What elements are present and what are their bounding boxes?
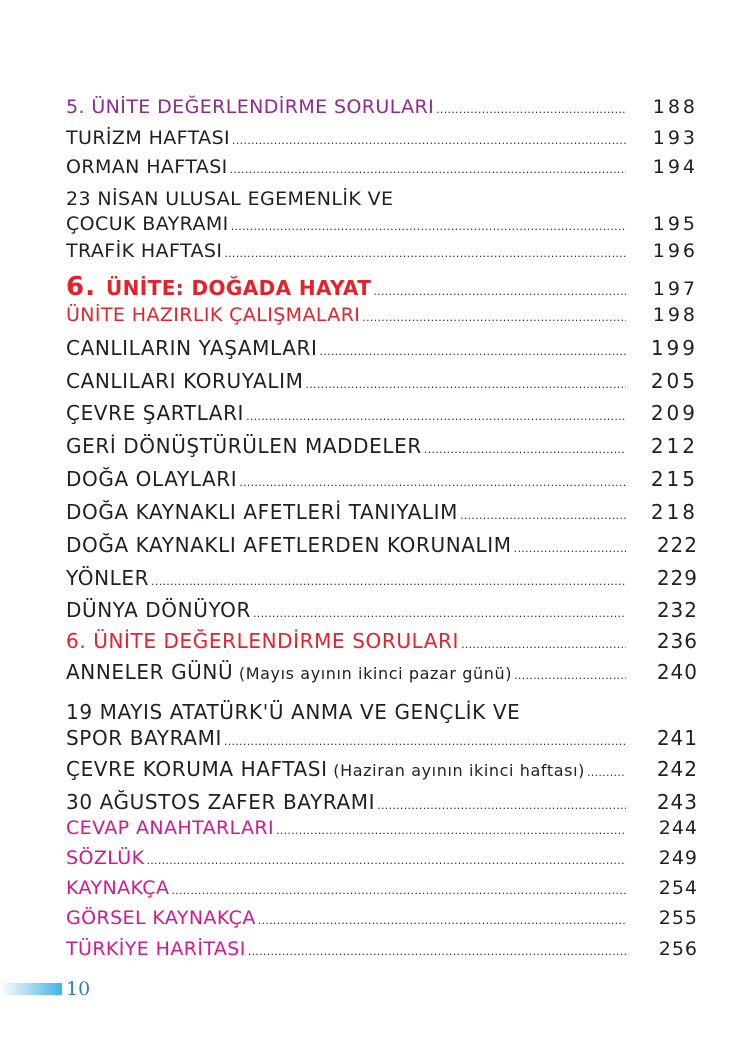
dot-leader [461,638,626,651]
toc-row [66,726,698,750]
toc-page-number: 254 [658,877,698,899]
toc-page-number: 241 [656,726,698,750]
toc-entry [66,533,698,557]
toc-entry-title [66,156,228,178]
toc-entry-title [66,533,512,557]
toc-entry [66,500,698,524]
toc-row [66,938,698,960]
toc-entry-title [66,467,237,491]
toc-entry-title-line: 23 NİSAN ULUSAL EGEMENLİK VE [66,188,394,210]
toc-entry [66,186,698,235]
toc-row [66,467,698,491]
dot-leader [514,669,626,682]
toc-entry-title-text: ANNELER GÜNÜ [66,660,234,684]
toc-page-number: 212 [650,434,698,458]
toc-entry [66,938,698,960]
dot-leader [258,914,626,927]
toc-row [66,907,698,929]
toc-row [66,847,698,869]
toc-entry-note: (Mayıs ayının ikinci pazar günü) [233,664,513,683]
toc-entry-title [66,500,458,524]
toc-entry [66,790,698,814]
toc-page-number: 205 [650,369,698,393]
toc-entry [66,96,698,118]
toc-entry-title [66,213,229,235]
toc-entry-title-text: 6. ÜNİTE DEĞERLENDİRME SORULARI [66,629,460,653]
dot-leader [460,509,626,522]
unit-number: 6. [66,272,107,302]
dot-leader [171,884,626,897]
toc-entry-title [66,434,422,458]
toc-entry-title-text: 5. ÜNİTE DEĞERLENDİRME SORULARI [66,96,435,118]
toc-entry-title [66,336,317,360]
toc-entry-title-text: ORMAN HAFTASI [66,156,228,178]
toc-entry [66,240,698,262]
toc-entry-title-text: CEVAP ANAHTARLARI [66,817,274,839]
toc-entry-title-text: ÇEVRE KORUMA HAFTASI [66,757,328,781]
toc-entry [66,847,698,869]
toc-entry-title-text: TURİZM HAFTASI [66,127,231,149]
toc-page-number: 249 [658,847,698,869]
toc-entry-title [66,566,149,590]
toc-entry-title-text: ÜNİTE: DOĞADA HAYAT [106,276,372,300]
dot-leader [224,247,626,260]
toc-page-number: 236 [656,629,698,653]
dot-leader [248,945,626,958]
dot-leader [276,824,626,837]
toc-entry [66,127,698,149]
toc-page-number: 229 [656,566,698,590]
dot-leader [362,311,626,324]
toc-row [66,96,698,118]
toc-page-number: 232 [656,598,698,622]
toc-entry-title [66,369,303,393]
toc-entry [66,907,698,929]
dot-leader [253,607,626,620]
toc-row [66,369,698,393]
toc-page-number: 197 [652,278,698,300]
toc-entry-title-text: DOĞA OLAYLARI [66,467,238,491]
toc-entry-title [66,726,222,750]
toc-page-number: 244 [658,817,698,839]
toc-row [66,401,698,425]
dot-leader [305,378,626,391]
dot-leader [231,220,626,233]
toc-entry [66,272,698,302]
toc-page-number: 188 [652,96,698,118]
dot-leader [587,766,626,779]
toc-entry-title-text: KAYNAKÇA [66,877,170,899]
dot-leader [230,163,626,176]
toc-page-number: 198 [652,304,698,326]
toc-entry-title [66,817,274,839]
toc-row [66,566,698,590]
dot-leader [239,476,626,489]
toc-entry-title [66,240,222,262]
toc-row [66,213,698,235]
toc-entry-title-text: GÖRSEL KAYNAKÇA [66,907,256,929]
page-number: 10 [66,978,91,1000]
toc-entry-title-text: TÜRKİYE HARİTASI [66,938,246,960]
toc-entry [66,304,698,326]
toc-entry-title [66,401,244,425]
toc-entry [66,817,698,839]
toc-entry-title-text: ÇOCUK BAYRAMI [66,213,229,235]
toc-entry [66,629,698,653]
toc-entry-title [66,598,251,622]
toc-entry-title [66,96,434,118]
toc-entry-note: (Haziran ayının ikinci haftası) [327,761,585,780]
toc-row [66,757,698,781]
toc-entry-title [66,272,371,302]
toc-entry [66,699,698,750]
toc-page-number: 215 [650,467,698,491]
toc-page-number: 256 [658,938,698,960]
toc-entry [66,401,698,425]
toc-entry-title-text: ÜNİTE HAZIRLIK ÇALIŞMALARI [66,304,361,326]
toc-entry-title-text: GERİ DÖNÜŞTÜRÜLEN MADDELER [66,434,422,458]
dot-leader [146,854,626,867]
toc-entry-title-text: ÇEVRE ŞARTLARI [66,401,245,425]
toc-row [66,877,698,899]
toc-page-number: 243 [656,790,698,814]
toc-entry-title-line: 19 MAYIS ATATÜRK'Ü ANMA VE GENÇLİK VE [66,700,521,724]
toc-row [66,156,698,178]
toc-row [66,500,698,524]
toc-row [66,240,698,262]
toc-entry-title-text: 30 AĞUSTOS ZAFER BAYRAMI [66,790,376,814]
toc-page-number: 194 [652,156,698,178]
toc-page-number: 199 [650,336,698,360]
toc-entry [66,434,698,458]
toc-page-number: 255 [658,907,698,929]
toc-row [66,660,698,684]
dot-leader [377,799,626,812]
dot-leader [436,103,626,116]
toc-row [66,434,698,458]
toc-row [66,817,698,839]
toc-entry-title-text: TRAFİK HAFTASI [66,240,223,262]
toc-row [66,336,698,360]
toc-entry-title [66,907,256,929]
toc-row [66,272,698,302]
toc-entry-title-text: DÜNYA DÖNÜYOR [66,598,252,622]
table-of-contents [66,0,698,1000]
toc-row [66,598,698,622]
toc-page-number: 195 [652,213,698,235]
toc-entry [66,660,698,684]
toc-entry-title [66,877,169,899]
toc-entry-title [66,790,375,814]
dot-leader [373,285,626,298]
toc-entry [66,757,698,781]
toc-page-number: 242 [656,757,698,781]
dot-leader [319,345,626,358]
toc-entry-title [66,938,246,960]
toc-entry-title-text: CANLILARI KORUYALIM [66,369,304,393]
dot-leader [232,134,626,147]
toc-entry-title-text: SÖZLÜK [66,847,145,869]
toc-row [66,304,698,326]
toc-entry [66,877,698,899]
toc-entry [66,369,698,393]
toc-row [66,127,698,149]
toc-entry-title-text: YÖNLER [66,566,150,590]
toc-entry-title [66,660,512,684]
footer-accent-bar [0,983,62,995]
dot-leader [246,410,626,423]
toc-entry-title-text: DOĞA KAYNAKLI AFETLERİ TANIYALIM [66,500,458,524]
dot-leader [151,575,626,588]
toc-entry [66,156,698,178]
dot-leader [514,542,626,555]
toc-page-number: 209 [650,401,698,425]
dot-leader [224,735,626,748]
toc-entry-title [66,304,360,326]
toc-entry [66,598,698,622]
toc-entry-title-text: SPOR BAYRAMI [66,726,222,750]
toc-row [66,533,698,557]
toc-entry [66,336,698,360]
toc-entry-title [66,127,230,149]
toc-page-number: 218 [650,500,698,524]
toc-page-number: 196 [652,240,698,262]
dot-leader [424,443,626,456]
toc-entry-title [66,629,459,653]
toc-page-number: 240 [656,660,698,684]
toc-row [66,790,698,814]
toc-page-number: 193 [652,127,698,149]
toc-entry [66,566,698,590]
toc-entry [66,467,698,491]
toc-entry-title-text: DOĞA KAYNAKLI AFETLERDEN KORUNALIM [66,533,512,557]
toc-page-number: 222 [656,533,698,557]
toc-entry-title-text: CANLILARIN YAŞAMLARI [66,336,318,360]
toc-entry-title [66,757,585,781]
toc-entry-title [66,847,144,869]
toc-row [66,629,698,653]
